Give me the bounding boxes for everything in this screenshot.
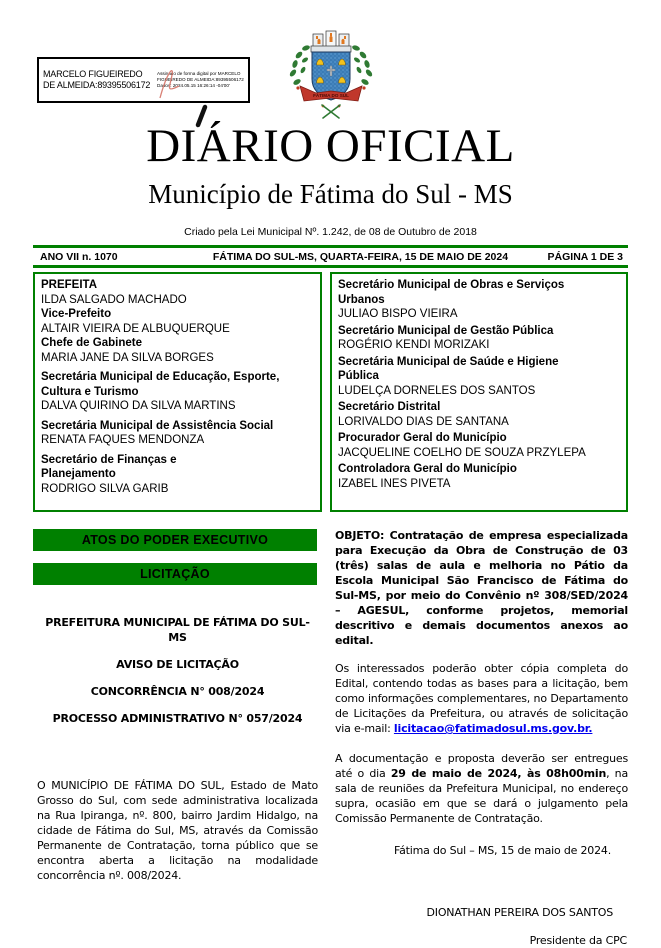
issue-date-line: FÁTIMA DO SUL-MS, QUARTA-FEIRA, 15 DE MAIO DE 2024 [212,250,509,263]
issue-edition: ANO VII n. 1070 [40,250,118,263]
officials-box-left [33,272,322,512]
official-title: PREFEITA [41,279,98,291]
official-entry [41,419,314,448]
municipal-coat-of-arms [283,22,379,122]
signature-detail-line: Dados: 2024.05.15 16:26:14 -04'00' [157,83,230,89]
delivery-deadline: 29 de maio de 2024, às 08h00min [390,767,607,780]
signatory-role: Presidente da CPC [529,934,627,947]
official-title: Chefe de Gabinete [41,337,142,349]
official-title: Controladora Geral do Município [338,463,517,475]
section-banner-licitacao: LICITAÇÃO [33,563,317,585]
official-entry [338,431,620,460]
official-title: Secretário Municipal de Obras e Serviços Urbanos [338,279,565,306]
official-title: Secretário Distrital [338,401,441,413]
official-name: IZABEL INES PIVETA [338,477,451,490]
official-title: Secretário de Finanças e Planejamento [41,453,177,480]
official-title: Secretário Municipal de Gestão Pública [338,324,554,337]
official-name: ILDA SALGADO MACHADO [41,293,187,306]
official-entry [338,462,620,491]
creation-law-line: Criado pela Lei Municipal Nº. 1.242, de 08 de Outubro de 2018 [184,226,477,238]
delivery-text: A documentação e proposta deverão ser entregues até o dia [335,752,628,780]
official-entry [338,400,620,429]
official-entry [338,355,620,399]
issue-info-bar [33,245,628,268]
notice-delivery-paragraph [335,751,628,826]
official-title: Secretária Municipal de Saúde e Higiene Pública [338,355,559,382]
official-name: RENATA FAQUES MENDONZA [41,434,205,446]
notice-heading-processo: PROCESSO ADMINISTRATIVO N° 057/2024 [52,712,303,725]
official-entry [41,336,314,365]
official-name: LORIVALDO DIAS DE SANTANA [338,415,509,428]
official-entry [41,453,314,497]
digital-signature-box[interactable] [37,57,250,103]
official-title: Procurador Geral do Município [338,432,507,444]
notice-heading-aviso: AVISO DE LICITAÇÃO [116,658,239,671]
edital-text: Os interessados poderão obter cópia completa do Edital, contendo todas as bases para a licitação, bem como informações complementares, no Departamento de Licitações da Prefeitura, ou através de solicitação via e-mail: [335,662,628,735]
notice-objeto-paragraph: OBJETO: Contratação de empresa especializada para Execução da Obra de Construção de 03 (três) salas de aula e melhoria no Pátio da Escola Municipal São Francisco de Fátima do Sul-MS, por meio do Convênio nº 308/SED/2024 – AGESUL, conforme projetos, memorial descritivo e demais documentos anexos ao edital. [335,529,628,647]
notice-left-column [37,615,318,883]
mural-crown [311,31,351,52]
official-entry [41,278,314,307]
notice-edital-paragraph [335,661,628,736]
signature-signer-name: MARCELO FIGUEIREDO DE ALMEIDA:89395506172 [43,69,151,90]
official-entry [338,324,620,353]
notice-heading-concorrencia: CONCORRÊNCIA N° 008/2024 [90,685,265,698]
signature-detail-line: Assinado de forma digital por MARCELO [157,70,241,76]
official-name: LUDELÇA DORNELES DOS SANTOS [338,384,536,397]
licitacao-email-link[interactable]: licitacao@fatimadosul.ms.gov.br. [393,722,593,735]
official-title: Secretária Municipal de Assistência Social [41,419,274,432]
crossed-stems [322,105,340,118]
notice-intro-paragraph: O MUNICÍPIO DE FÁTIMA DO SUL, Estado de Mato Grosso do Sul, com sede administrativa localizada na Rua Ipiranga, nº. 800, bairro Jardim Hidalgo, na cidade de Fátima do Sul, MS, através da Comissão Permanente de Contratação, torna público que se encontra aberta a licitação na modalidade concorrência nº. 008/2024. [37,779,318,882]
official-name: ALTAIR VIEIRA DE ALBUQUERQUE [41,322,230,335]
official-name: RODRIGO SILVA GARIB [41,482,169,495]
officials-box-right [330,272,628,512]
official-name: DALVA QUIRINO DA SILVA MARTINS [41,400,236,412]
official-name: MARIA JANE DA SILVA BORGES [41,351,214,364]
section-banner-atos-poder-executivo: ATOS DO PODER EXECUTIVO [33,529,317,551]
issue-page-number: PÁGINA 1 DE 3 [547,250,623,263]
official-title: Vice-Prefeito [41,308,112,320]
official-title: Secretária Municipal de Educação, Esporte, Cultura e Turismo [41,371,280,398]
official-entry [41,370,314,414]
official-name: JULIAO BISPO VIEIRA [338,308,458,320]
delivery-text: , na sala de reuniões da Prefeitura Municipal, no endereço supra, ocasião em que se dará o julgamento pela Comissão Permanente de Contratação. [335,767,628,825]
official-name: ROGÉRIO KENDI MORIZAKI [338,339,490,351]
signatory-name: DIONATHAN PEREIRA DOS SANTOS [426,906,613,919]
official-entry [338,278,620,322]
notice-heading-prefeitura: PREFEITURA MUNICIPAL DE FÁTIMA DO SUL-MS [45,616,310,644]
place-date-line: Fátima do Sul – MS, 15 de maio de 2024. [394,844,611,857]
ribbon-label: FÁTIMA DO SUL [313,93,349,98]
official-entry [41,307,314,336]
signature-flourish-icon [157,62,183,102]
gazette-title: DIÁRIO OFICIAL [146,120,515,172]
gazette-subtitle: Município de Fátima do Sul - MS [148,179,513,209]
official-name: JACQUELINE COELHO DE SOUZA PRZYLEPA [338,446,586,459]
signature-detail-line: FIGUEIREDO DE ALMEIDA:89395506172 [157,76,244,82]
notice-right-column [335,528,628,948]
